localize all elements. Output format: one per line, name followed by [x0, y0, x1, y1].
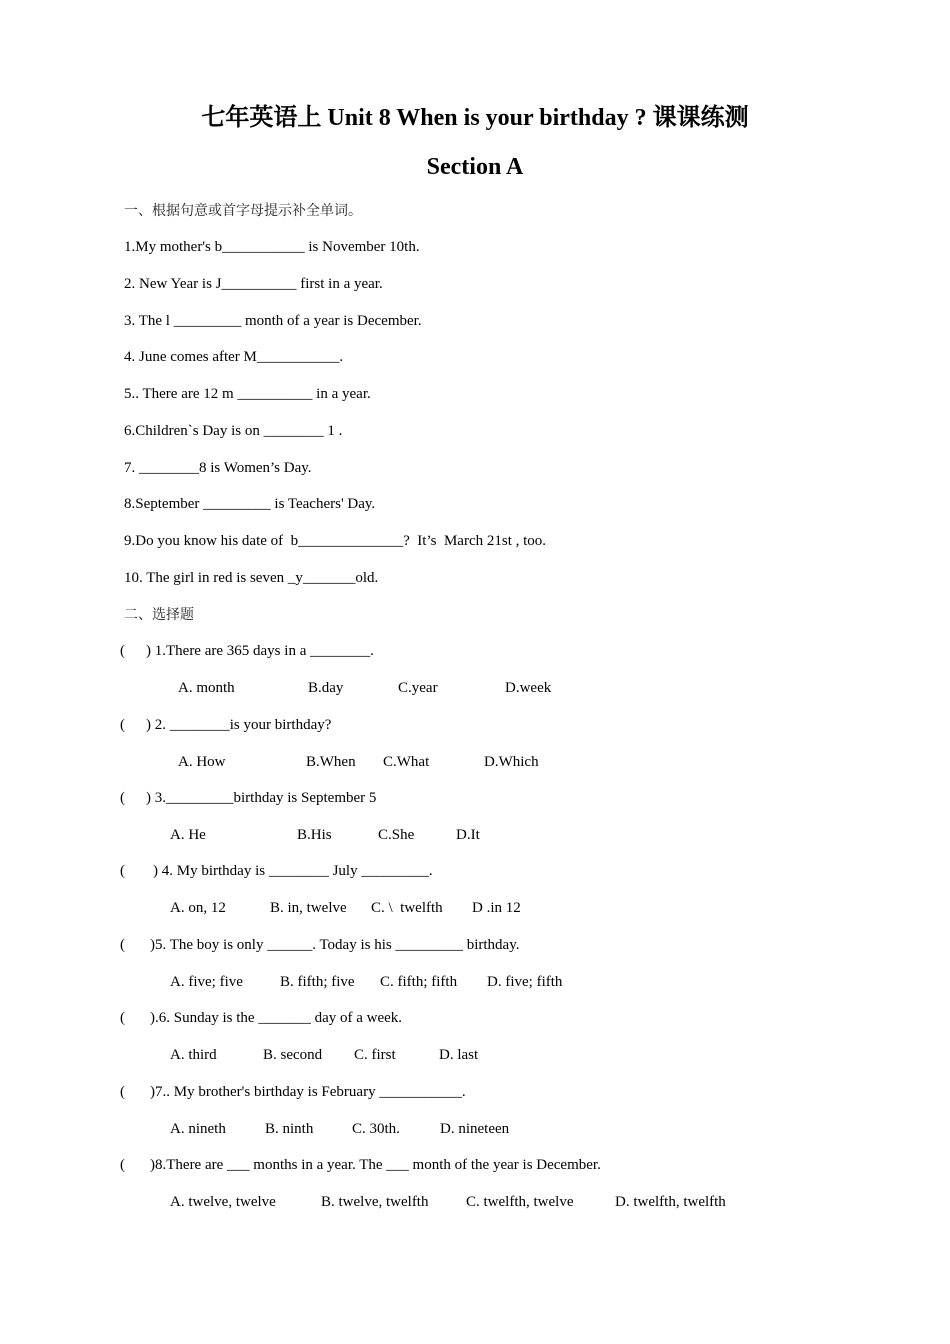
option-d: D. twelfth, twelfth	[615, 1194, 726, 1210]
fill-in-item: 9.Do you know his date of b______________? It’s March 21st , too.	[124, 533, 547, 549]
option-c: C. 30th.	[352, 1121, 400, 1137]
option-b: B. twelve, twelfth	[321, 1194, 429, 1210]
option-a: A. third	[170, 1047, 217, 1063]
answer-bracket: (	[120, 1010, 125, 1026]
option-b: B.When	[306, 754, 356, 770]
fill-in-item: 1.My mother's b___________ is November 10th.	[124, 239, 420, 255]
option-d: D .in 12	[472, 900, 521, 916]
answer-bracket: (	[120, 937, 125, 953]
option-a: A. month	[178, 680, 235, 696]
answer-bracket: (	[120, 790, 125, 806]
answer-bracket: (	[120, 1157, 125, 1173]
option-d: D.week	[505, 680, 552, 696]
part1-heading: 一、根据句意或首字母提示补全单词。	[124, 203, 362, 219]
fill-in-item: 5.. There are 12 m __________ in a year.	[124, 386, 371, 402]
section-title: Section A	[426, 154, 524, 180]
question-stem: )5. The boy is only ______. Today is his _________ birthday.	[150, 937, 520, 953]
option-c: C. twelfth, twelve	[466, 1194, 574, 1210]
fill-in-item: 6.Children`s Day is on ________ 1 .	[124, 423, 343, 439]
fill-in-item: 10. The girl in red is seven _y_______old.	[124, 570, 379, 586]
option-d: D.Which	[484, 754, 539, 770]
question-stem: )8.There are ___ months in a year. The ___ month of the year is December.	[150, 1157, 601, 1173]
option-b: B.day	[308, 680, 344, 696]
question-stem: ) 2. ________is your birthday?	[146, 717, 332, 733]
question-stem: )7.. My brother's birthday is February ___________.	[150, 1084, 466, 1100]
answer-bracket: (	[120, 1084, 125, 1100]
option-d: D.It	[456, 827, 480, 843]
option-c: C. \ twelfth	[371, 900, 443, 916]
option-c: C.She	[378, 827, 415, 843]
option-b: B. fifth; five	[280, 974, 355, 990]
option-a: A. nineth	[170, 1121, 226, 1137]
option-a: A. He	[170, 827, 206, 843]
option-c: C. first	[354, 1047, 396, 1063]
question-stem: ).6. Sunday is the _______ day of a week.	[150, 1010, 403, 1026]
option-c: C.year	[398, 680, 438, 696]
option-c: C.What	[383, 754, 430, 770]
fill-in-item: 8.September _________ is Teachers' Day.	[124, 496, 376, 512]
option-a: A. five; five	[170, 974, 243, 990]
question-stem: ) 3._________birthday is September 5	[146, 790, 377, 806]
answer-bracket: (	[120, 643, 125, 659]
question-stem: ) 1.There are 365 days in a ________.	[146, 643, 374, 659]
option-a: A. on, 12	[170, 900, 226, 916]
part2-heading: 二、选择题	[124, 607, 194, 623]
option-d: D. nineteen	[440, 1121, 510, 1137]
option-d: D. last	[439, 1047, 479, 1063]
option-b: B. in, twelve	[270, 900, 347, 916]
option-a: A. How	[178, 754, 226, 770]
option-a: A. twelve, twelve	[170, 1194, 276, 1210]
option-b: B.His	[297, 827, 332, 843]
answer-bracket: (	[120, 863, 125, 879]
fill-in-item: 3. The l _________ month of a year is December.	[124, 313, 422, 329]
fill-in-item: 2. New Year is J__________ first in a year.	[124, 276, 383, 292]
fill-in-item: 7. ________8 is Women’s Day.	[124, 460, 312, 476]
option-d: D. five; fifth	[487, 974, 563, 990]
document-title: 七年英语上 Unit 8 When is your birthday ? 课课练测	[201, 105, 749, 131]
question-stem: ) 4. My birthday is ________ July _________.	[153, 863, 433, 879]
answer-bracket: (	[120, 717, 125, 733]
option-c: C. fifth; fifth	[380, 974, 458, 990]
fill-in-item: 4. June comes after M___________.	[124, 349, 344, 365]
option-b: B. second	[263, 1047, 323, 1063]
option-b: B. ninth	[265, 1121, 314, 1137]
